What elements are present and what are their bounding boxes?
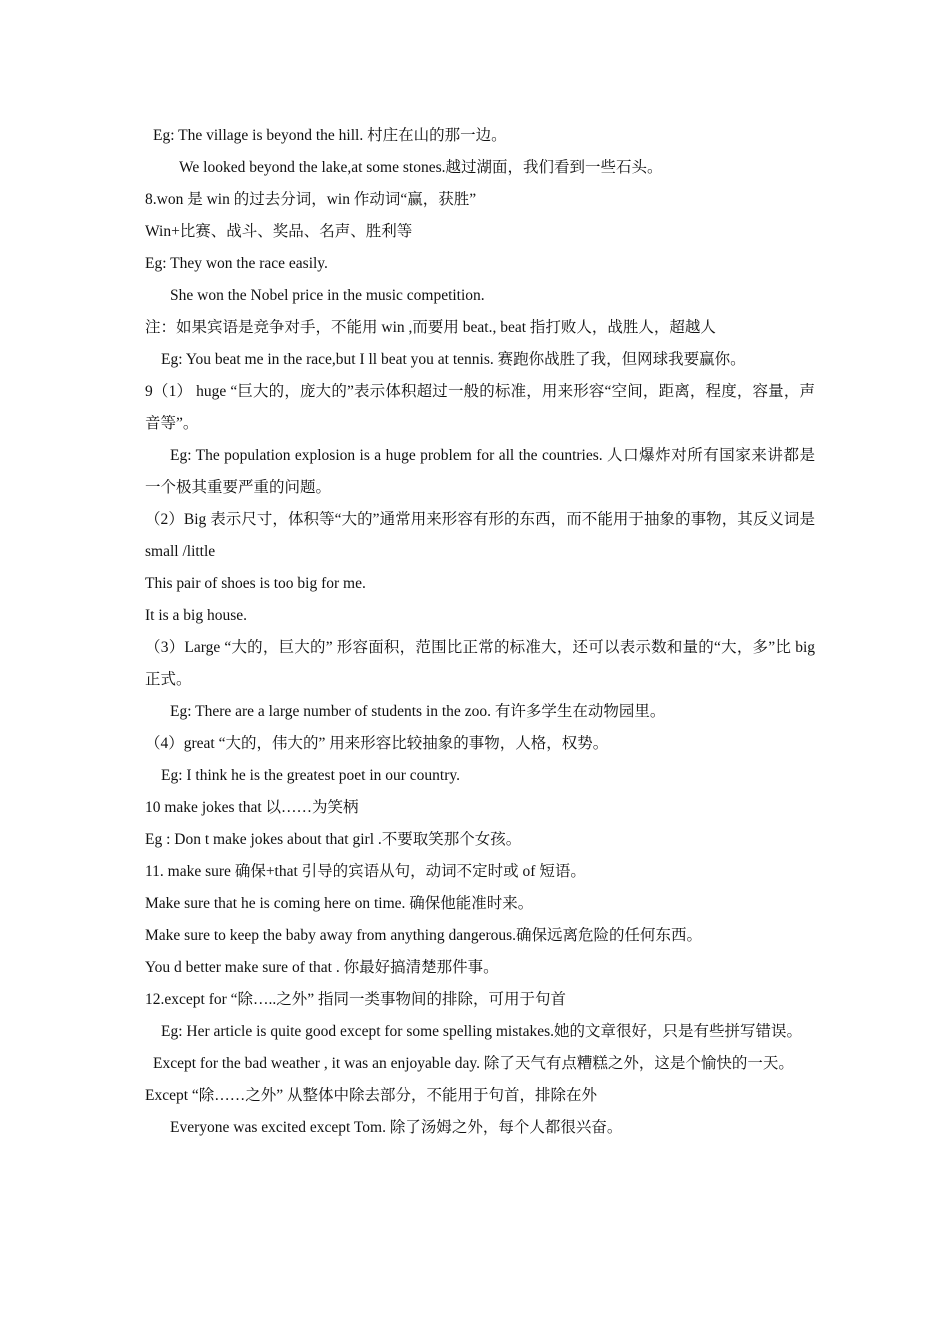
- text-line-18: 10 make jokes that 以……为笑柄: [145, 799, 359, 816]
- text-paragraph-11: （2）Big 表示尺寸，体积等“大的”通常用来形容有形的东西，而不能用于抽象的事物，其反义词是 small /little: [145, 511, 815, 560]
- text-line-12: This pair of shoes is too big for me.: [145, 575, 366, 592]
- text-line-2: We looked beyond the lake,at some stones.越过湖面，我们看到一些石头。: [179, 159, 663, 176]
- text-line-27: Except “除……之外” 从整体中除去部分，不能用于句首，排除在外: [145, 1087, 598, 1104]
- text-paragraph-26: Except for the bad weather , it was an enjoyable day. 除了天气有点糟糕之外，这是个愉快的一天。: [153, 1055, 794, 1072]
- document-body: [145, 120, 815, 1144]
- text-line-17: Eg: I think he is the greatest poet in our country.: [161, 767, 461, 784]
- text-line-4: Win+比赛、战斗、奖品、名声、胜利等: [145, 223, 413, 240]
- text-line-3: 8.won 是 win 的过去分词，win 作动词“赢，获胜”: [145, 191, 477, 208]
- text-line-1: Eg: The village is beyond the hill. 村庄在山的那一边。: [153, 127, 507, 144]
- text-line-16: （4）great “大的，伟大的” 用来形容比较抽象的事物，人格，权势。: [145, 735, 609, 752]
- text-paragraph-25: Eg: Her article is quite good except for some spelling mistakes.她的文章很好，只是有些拼写错误。: [161, 1023, 802, 1040]
- text-line-5: Eg: They won the race easily.: [145, 255, 328, 272]
- text-line-23: You d better make sure of that . 你最好搞清楚那件事。: [145, 959, 499, 976]
- text-line-8: Eg: You beat me in the race,but I ll beat you at tennis. 赛跑你战胜了我，但网球我要赢你。: [161, 351, 746, 368]
- text-line-21: Make sure that he is coming here on time. 确保他能准时来。: [145, 895, 534, 912]
- text-line-13: It is a big house.: [145, 607, 248, 624]
- text-line-28: Everyone was excited except Tom. 除了汤姆之外，每个人都很兴奋。: [170, 1119, 623, 1136]
- text-line-24: 12.except for “除…..之外” 指同一类事物间的排除，可用于句首: [145, 991, 567, 1008]
- text-line-19: Eg : Don t make jokes about that girl .不要取笑那个女孩。: [145, 831, 522, 848]
- text-paragraph-9: 9（1） huge “巨大的，庞大的”表示体积超过一般的标准，用来形容“空间，距离，程度，容量，声音等”。: [145, 383, 815, 432]
- text-line-7: 注：如果宾语是竞争对手，不能用 win ,而要用 beat., beat 指打败人，战胜人，超越人: [145, 319, 716, 336]
- text-line-22: Make sure to keep the baby away from anything dangerous.确保远离危险的任何东西。: [145, 927, 703, 944]
- text-paragraph-10: Eg: The population explosion is a huge problem for all the countries. 人口爆炸对所有国家来讲都是一个极其重要严重的问题。: [145, 447, 815, 496]
- text-line-20: 11. make sure 确保+that 引导的宾语从句，动词不定时或 of 短语。: [145, 863, 586, 880]
- text-line-6: She won the Nobel price in the music competition.: [170, 287, 485, 304]
- text-line-15: Eg: There are a large number of students in the zoo. 有许多学生在动物园里。: [170, 703, 666, 720]
- text-paragraph-14: （3）Large “大的，巨大的” 形容面积，范围比正常的标准大，还可以表示数和量的“大，多”比 big 正式。: [145, 639, 815, 688]
